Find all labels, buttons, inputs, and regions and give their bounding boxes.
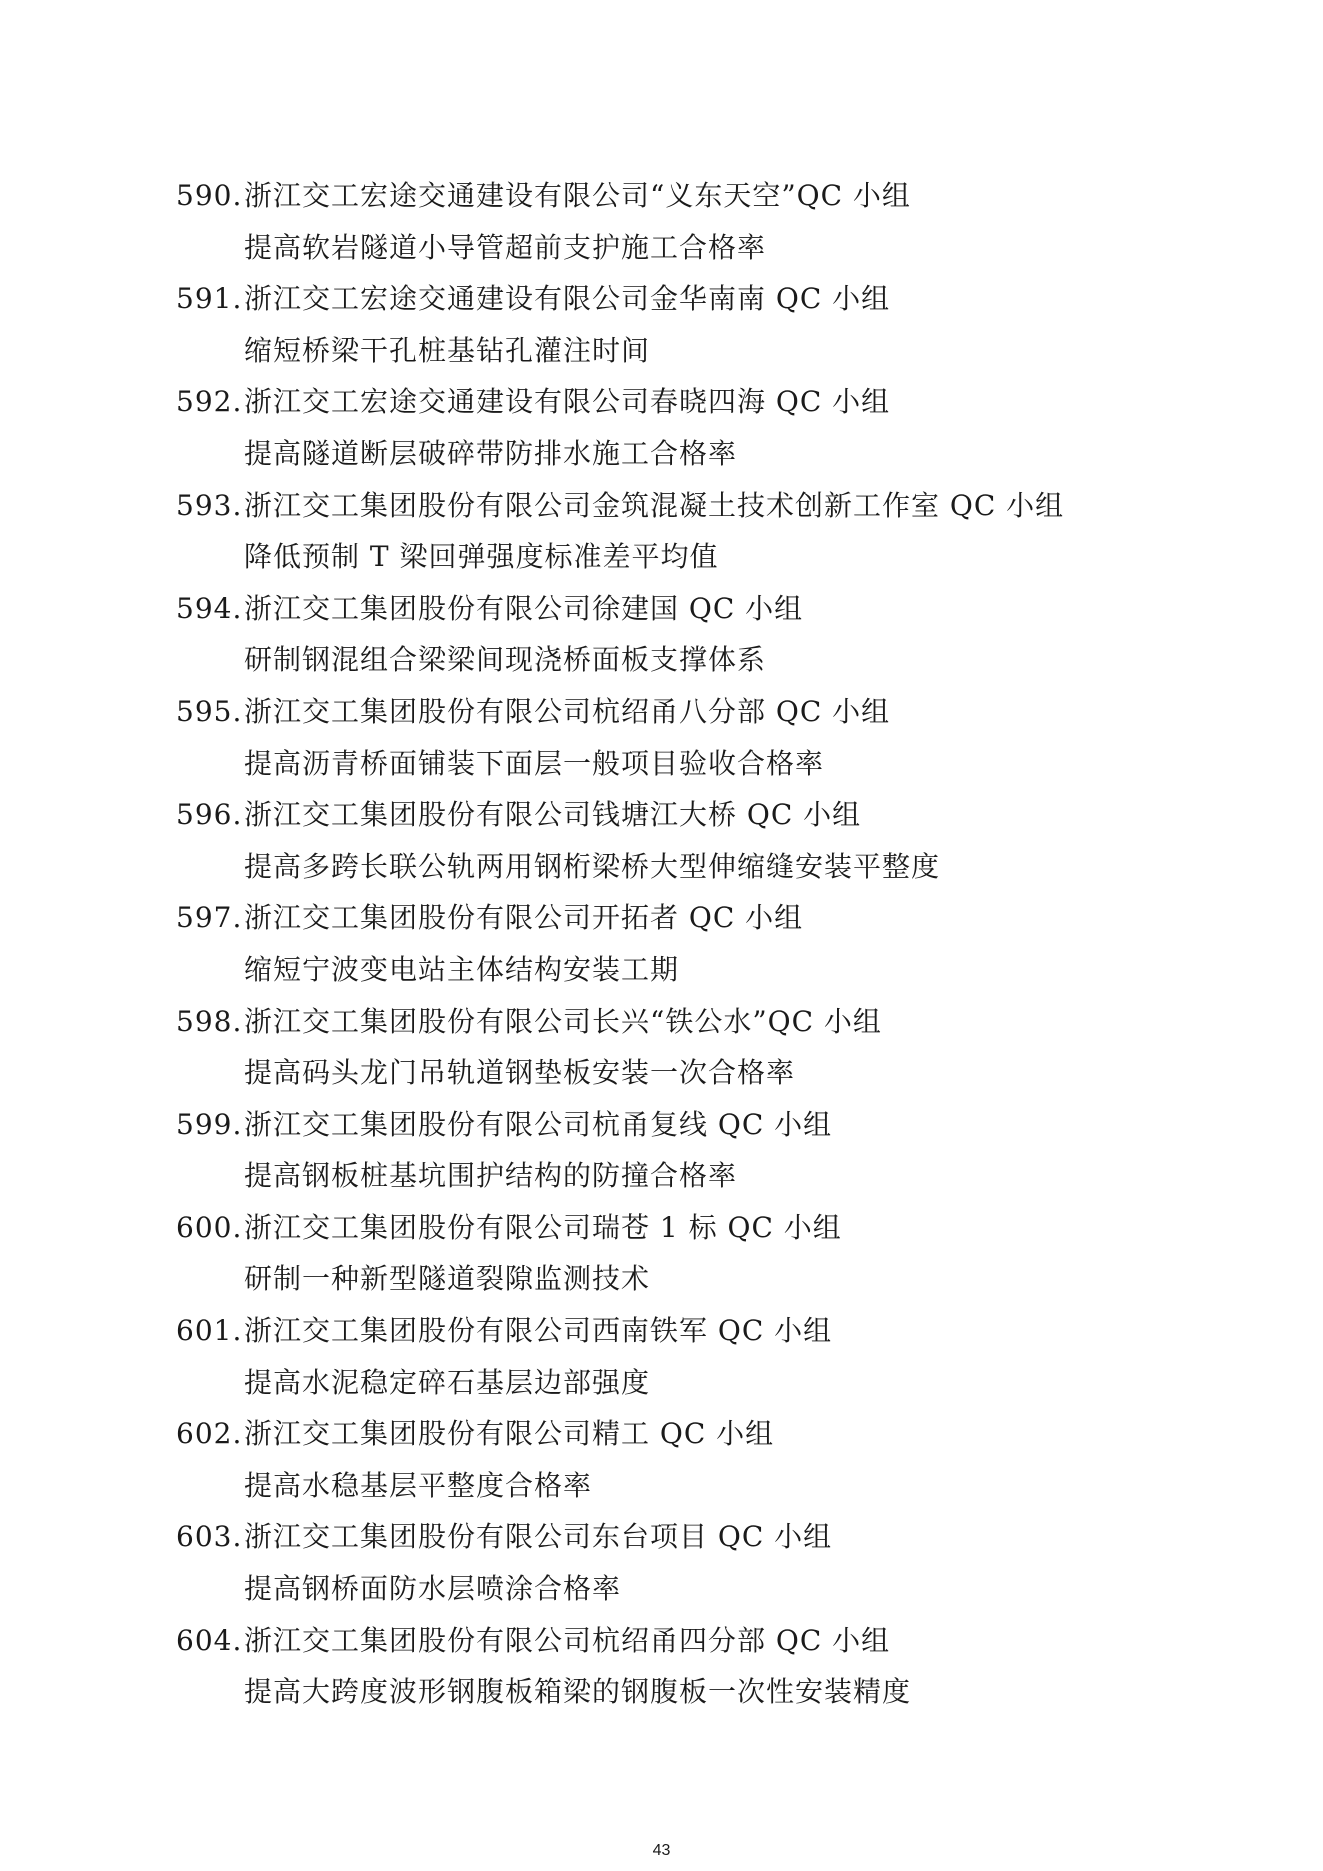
entry-group-name: 浙江交工集团股份有限公司精工 QC 小组 xyxy=(244,1417,775,1451)
entry-group-name: 浙江交工集团股份有限公司西南铁军 QC 小组 xyxy=(244,1314,833,1348)
list-item xyxy=(176,789,1176,892)
entry-topic: 提高水泥稳定碎石基层边部强度 xyxy=(244,1365,651,1399)
entry-number: 597. xyxy=(176,901,243,935)
entry-number: 602. xyxy=(176,1417,243,1451)
entry-group-line xyxy=(176,1615,1176,1667)
entry-group-name: 浙江交工集团股份有限公司杭绍甬四分部 QC 小组 xyxy=(244,1623,891,1657)
page-number: 43 xyxy=(652,1842,671,1859)
entry-group-line xyxy=(176,376,1176,428)
entry-topic: 提高码头龙门吊轨道钢垫板安装一次合格率 xyxy=(244,1056,796,1090)
entry-group-name: 浙江交工集团股份有限公司开拓者 QC 小组 xyxy=(244,901,804,935)
entry-group-line xyxy=(176,273,1176,325)
entry-number: 601. xyxy=(176,1314,243,1348)
entry-topic: 提高水稳基层平整度合格率 xyxy=(244,1468,593,1502)
entry-number: 590. xyxy=(176,179,243,212)
list-item xyxy=(176,1305,1176,1408)
entry-topic: 提高隧道断层破碎带防排水施工合格率 xyxy=(244,436,738,470)
entry-group-name: 浙江交工集团股份有限公司杭绍甬八分部 QC 小组 xyxy=(244,694,891,728)
entry-topic: 缩短宁波变电站主体结构安装工期 xyxy=(244,952,680,986)
entry-group-line xyxy=(176,789,1176,841)
entry-group-line xyxy=(176,686,1176,738)
entry-number: 593. xyxy=(176,488,243,522)
entry-group-line xyxy=(176,1305,1176,1357)
entry-group-name: 浙江交工宏途交通建设有限公司春晓四海 QC 小组 xyxy=(244,385,891,419)
entry-number: 604. xyxy=(176,1623,243,1657)
entry-group-name: 浙江交工集团股份有限公司长兴“铁公水”QC 小组 xyxy=(244,1004,882,1038)
entry-topic: 提高大跨度波形钢腹板箱梁的钢腹板一次性安装精度 xyxy=(244,1675,912,1709)
entry-topic: 提高钢板桩基坑围护结构的防撞合格率 xyxy=(244,1159,738,1193)
entry-group-line xyxy=(176,1408,1176,1460)
entry-number: 592. xyxy=(176,385,243,419)
list-item xyxy=(176,996,1176,1099)
list-item xyxy=(176,1615,1176,1718)
entry-number: 596. xyxy=(176,798,243,832)
entry-group-name: 浙江交工集团股份有限公司瑞苍 1 标 QC 小组 xyxy=(244,1210,842,1244)
list-item xyxy=(176,480,1176,583)
entry-number: 599. xyxy=(176,1107,243,1141)
entry-group-name: 浙江交工集团股份有限公司杭甬复线 QC 小组 xyxy=(244,1107,833,1141)
entry-group-name: 浙江交工集团股份有限公司金筑混凝土技术创新工作室 QC 小组 xyxy=(244,488,1065,522)
entry-group-name: 浙江交工集团股份有限公司徐建国 QC 小组 xyxy=(244,591,804,625)
entry-number: 595. xyxy=(176,694,243,728)
list-item xyxy=(176,686,1176,789)
entry-topic: 研制钢混组合梁梁间现浇桥面板支撑体系 xyxy=(244,643,767,677)
list-item xyxy=(176,1511,1176,1614)
entry-topic: 降低预制 T 梁回弹强度标准差平均值 xyxy=(244,540,719,574)
entry-group-line xyxy=(176,1099,1176,1151)
entry-topic: 研制一种新型隧道裂隙监测技术 xyxy=(244,1262,651,1296)
entry-number: 598. xyxy=(176,1004,243,1038)
entry-group-line xyxy=(176,583,1176,635)
entry-group-line xyxy=(176,1511,1176,1563)
list-item xyxy=(176,583,1176,686)
entry-group-line xyxy=(176,170,1176,222)
award-entry-list xyxy=(176,170,1176,1718)
entry-number: 600. xyxy=(176,1210,243,1244)
entry-number: 603. xyxy=(176,1520,243,1554)
entry-topic: 缩短桥梁干孔桩基钻孔灌注时间 xyxy=(244,333,651,367)
entry-topic: 提高软岩隧道小导管超前支护施工合格率 xyxy=(244,230,767,264)
entry-topic: 提高沥青桥面铺装下面层一般项目验收合格率 xyxy=(244,746,825,780)
list-item xyxy=(176,273,1176,376)
entry-group-line xyxy=(176,996,1176,1048)
entry-group-name: 浙江交工宏途交通建设有限公司“义东天空”QC 小组 xyxy=(244,179,911,212)
list-item xyxy=(176,1099,1176,1202)
entry-group-line xyxy=(176,1202,1176,1254)
list-item xyxy=(176,892,1176,995)
list-item xyxy=(176,1408,1176,1511)
list-item xyxy=(176,1202,1176,1305)
list-item xyxy=(176,376,1176,479)
entry-topic: 提高多跨长联公轨两用钢桁梁桥大型伸缩缝安装平整度 xyxy=(244,849,941,883)
entry-number: 594. xyxy=(176,591,243,625)
entry-group-line xyxy=(176,480,1176,532)
entry-topic: 提高钢桥面防水层喷涂合格率 xyxy=(244,1572,622,1606)
entry-group-line xyxy=(176,892,1176,944)
entry-group-name: 浙江交工集团股份有限公司东台项目 QC 小组 xyxy=(244,1520,833,1554)
entry-number: 591. xyxy=(176,282,243,316)
list-item xyxy=(176,170,1176,273)
entry-group-name: 浙江交工集团股份有限公司钱塘江大桥 QC 小组 xyxy=(244,798,862,832)
entry-group-name: 浙江交工宏途交通建设有限公司金华南南 QC 小组 xyxy=(244,282,891,316)
